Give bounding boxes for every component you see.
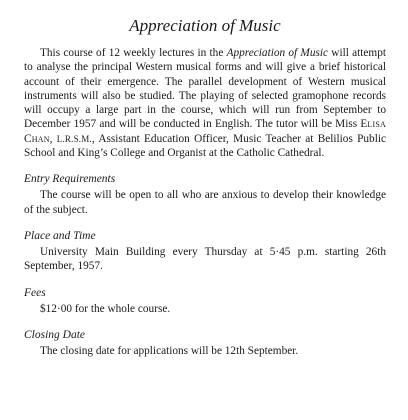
section-body-place-and-time: University Main Building every Thursday at 5·45 p.m. starting 26th September, 1957. [24,245,386,273]
intro-text-1: This course of 12 weekly lectures in the [40,47,227,59]
section-body-entry-requirements: The course will be open to all who are anxious to develop their knowledge of the subject. [24,189,386,216]
intro-text-3: , [49,132,57,145]
intro-paragraph [24,46,386,160]
section-heading-closing-date: Closing Date [24,328,86,341]
tutor-name: Elisa Chan [24,118,386,145]
intro-text-4: , Assistant Education Officer, Music Teacher at Belilios Public School and King’s College and Organist at the Catholic Cathedral. [24,132,386,160]
section-heading-entry-requirements: Entry Requirements [24,173,116,186]
intro-text-2: will attempt to analyse the principal Western musical forms and will give a brief historical account of their emergence. The parallel development of Western musical instruments will also be studied. The playing of selected gramophone records will occupy a large part in the course, which will run from September to December 1957 and will be conducted in English. The tutor will be Miss [24,47,386,131]
section-heading-fees: Fees [24,286,46,299]
section-heading-place-and-time: Place and Time [24,229,96,242]
intro-italic-course-name: Appreciation of Music [226,47,329,59]
tutor-credential: L.R.S.M. [56,133,92,144]
page-title: Appreciation of Music [129,16,281,35]
section-body-closing-date: The closing date for applications will be 12th September. [40,344,299,357]
section-body-fees: $12·00 for the whole course. [40,302,171,315]
